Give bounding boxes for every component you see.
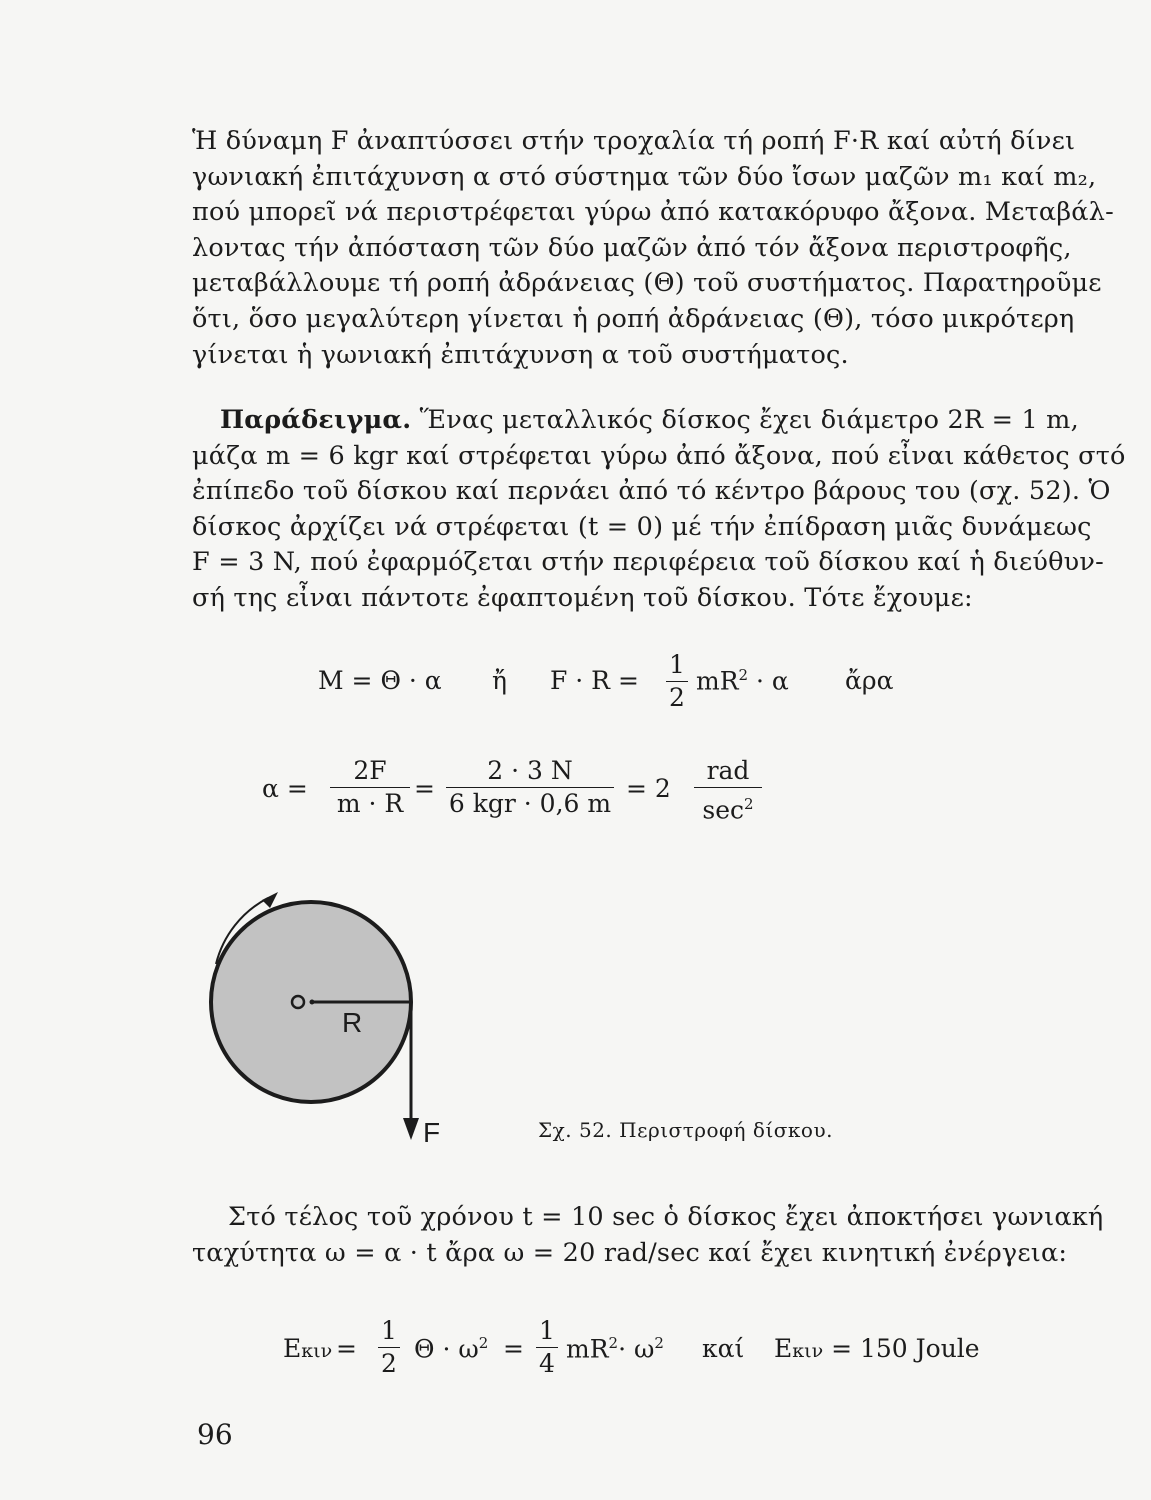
eq3-fraction-1 — [378, 1316, 400, 1379]
eq3-term1 — [414, 1334, 488, 1363]
text-line: Ἡ δύναμη F ἀναπτύσσει στήν τροχαλία τή ροπή F·R καί αὐτή δίνει — [192, 126, 1076, 156]
eq3-rhs — [774, 1334, 980, 1363]
term2-sup2: 2 — [654, 1334, 664, 1352]
example-label: Παράδειγμα. — [220, 405, 412, 435]
fraction-denominator: 4 — [539, 1349, 555, 1378]
fraction-bar — [378, 1347, 400, 1348]
text-line: ἐπίπεδο τοῦ δίσκου καί περνάει ἀπό τό κέντρο βάρους του (σχ. 52). Ὁ — [192, 476, 1111, 507]
text-line: σή της εἶναι πάντοτε ἐφαπτομένη τοῦ δίσκου. Τότε ἔχουμε: — [192, 582, 973, 613]
figure-caption: Σχ. 52. Περιστροφή δίσκου. — [538, 1118, 833, 1142]
eq1-rhs — [696, 666, 789, 695]
text-line: μεταβάλλουμε τή ροπή ἀδράνειας (Θ) τοῦ συστήματος. Παρατηροῦμε — [192, 268, 1102, 299]
term1-sup: 2 — [478, 1334, 489, 1352]
fraction-numerator: 1 — [539, 1316, 555, 1345]
rotation-arrowhead — [262, 892, 278, 908]
text-line: ταχύτητα ω = α · t ἄρα ω = 20 rad/sec καί ἔχει κινητική ἐνέργεια: — [192, 1237, 1068, 1268]
term2-tail: · ω — [618, 1334, 655, 1364]
page-number: 96 — [197, 1418, 233, 1451]
eq3-term2 — [566, 1334, 664, 1363]
text-line: γωνιακή ἐπιτάχυνση α στό σύστημα τῶν δύο ἴσων μαζῶν m₁ καί m₂, — [192, 161, 1097, 192]
eq1-rhs-sup: 2 — [738, 666, 749, 684]
force-arrowhead — [403, 1118, 419, 1140]
radius-label: R — [342, 1007, 363, 1038]
eq2-fraction-3 — [694, 756, 762, 825]
eq3-fraction-2 — [536, 1316, 558, 1379]
text-line: F = 3 N, πού ἐφαρμόζεται στήν περιφέρεια τοῦ δίσκου καί ἡ διεύθυν- — [192, 547, 1104, 578]
fraction-denominator — [694, 789, 762, 825]
eq1-rhs-base: mR — [696, 666, 739, 696]
eq1-fraction — [666, 650, 688, 713]
example-first-text: Ἕνας μεταλλικός δίσκος ἔχει διάμετρο 2R = 1 m, — [419, 405, 1079, 435]
eq1-ara: ἄρα — [845, 666, 894, 695]
eq2-equals-b: = 2 — [626, 774, 671, 803]
fraction-bar — [330, 787, 410, 788]
fraction-bar — [694, 787, 762, 788]
energy-subscript: κιν — [792, 1340, 824, 1362]
fraction-numerator: 2F — [353, 756, 387, 785]
eq2-lhs: α = — [262, 774, 308, 803]
eq3-equals: = — [336, 1334, 357, 1363]
fraction-denominator: 2 — [669, 683, 685, 712]
eq3-lhs — [283, 1334, 332, 1363]
eq3-equals-2: = — [503, 1334, 524, 1363]
eq1-left: M = Θ · α — [318, 666, 442, 695]
eq1-or: ἤ — [492, 666, 507, 695]
eq1-rhs-tail: · α — [756, 666, 789, 696]
text-line: ὅτι, ὅσο μεγαλύτερη γίνεται ἡ ροπή ἀδράνειας (Θ), τόσο μικρότερη — [192, 303, 1075, 334]
text-line: δίσκος ἀρχίζει νά στρέφεται (t = 0) μέ τήν ἐπίδραση μιᾶς δυνάμεως — [192, 511, 1092, 542]
paragraph-example — [192, 403, 1126, 617]
eq2-equals-a: = — [414, 774, 435, 803]
paragraph-intro — [192, 124, 1114, 373]
unit-sec: sec — [702, 795, 745, 825]
example-first-line — [192, 403, 1079, 439]
text-line: πού μπορεῖ νά περιστρέφεται γύρω ἀπό κατακόρυφο ἄξονα. Μεταβάλ- — [192, 197, 1114, 228]
fraction-denominator: 6 kgr · 0,6 m — [448, 789, 612, 818]
figure-rotating-disk — [190, 880, 450, 1154]
energy-symbol: E — [774, 1334, 793, 1363]
fraction-bar — [536, 1347, 558, 1348]
text-line: μάζα m = 6 kgr καί στρέφεται γύρω ἀπό ἄξονα, πού εἶναι κάθετος στό — [192, 440, 1126, 471]
paragraph-kinetic — [192, 1200, 1104, 1271]
unit-sec-sup: 2 — [744, 795, 754, 813]
fraction-numerator: 1 — [381, 1316, 397, 1345]
energy-symbol: E — [283, 1334, 302, 1363]
energy-subscript: κιν — [301, 1340, 333, 1362]
disk-diagram — [190, 880, 450, 1150]
eq1-mid: F · R = — [550, 666, 639, 695]
fraction-numerator: 1 — [669, 650, 685, 679]
fraction-bar — [446, 787, 614, 788]
energy-result: = 150 Joule — [831, 1334, 980, 1363]
eq2-fraction-1 — [330, 756, 410, 819]
eq2-fraction-2 — [446, 756, 614, 819]
center-dot — [310, 1000, 315, 1005]
fraction-numerator: rad — [706, 756, 750, 785]
term2-sup: 2 — [608, 1334, 619, 1352]
text-line: λοντας τήν ἀπόσταση τῶν δύο μαζῶν ἀπό τόν ἄξονα περιστροφῆς, — [192, 232, 1072, 263]
fraction-denominator: 2 — [381, 1349, 397, 1378]
text-line: Στό τέλος τοῦ χρόνου t = 10 sec ὁ δίσκος ἔχει ἀποκτήσει γωνιακή — [228, 1202, 1104, 1232]
fraction-numerator: 2 · 3 N — [487, 756, 573, 785]
eq3-kai: καί — [702, 1334, 745, 1363]
fraction-bar — [666, 681, 688, 682]
fraction-denominator: m · R — [336, 789, 404, 818]
force-label: F — [423, 1117, 441, 1148]
term1-base: Θ · ω — [414, 1334, 479, 1364]
text-line: γίνεται ἡ γωνιακή ἐπιτάχυνση α τοῦ συστήματος. — [192, 339, 849, 370]
term2-base: mR — [566, 1334, 609, 1364]
